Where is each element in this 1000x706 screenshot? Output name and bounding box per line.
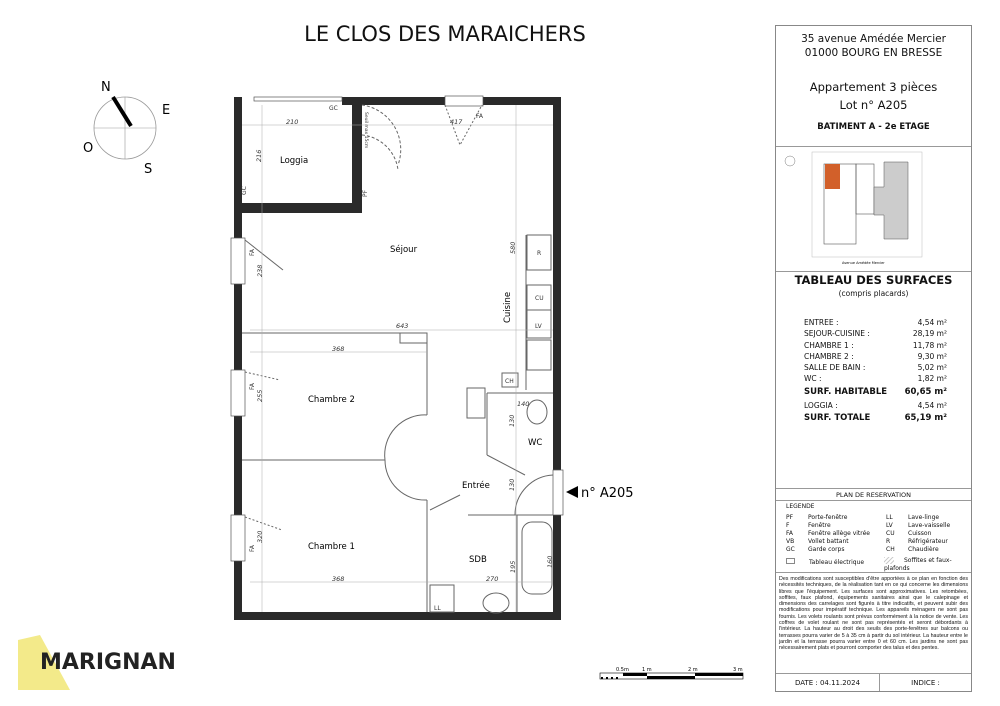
legend-tableau xyxy=(786,558,864,567)
compass-e: E xyxy=(162,103,171,118)
dim-cuisine-height: 580 xyxy=(509,241,517,254)
surface-row xyxy=(804,362,947,373)
legend-code: F xyxy=(786,522,790,529)
dim-ch1-fa: 320 xyxy=(256,530,264,543)
dim-bath: 160 xyxy=(546,555,554,568)
compass-o: O xyxy=(83,141,94,156)
room-label-chambre1: Chambre 1 xyxy=(308,542,355,552)
legend-code: LV xyxy=(886,522,893,529)
tag-lv: LV xyxy=(535,323,542,330)
entry-arrow-icon xyxy=(566,486,578,498)
surface-value: 9,30 m² xyxy=(917,351,947,361)
tag-fa-top: FA xyxy=(476,113,484,120)
legend-text: Fenêtre allège vitrée xyxy=(808,530,870,537)
surface-value: 4,54 m² xyxy=(917,400,947,410)
surfaces-table xyxy=(776,273,971,298)
lot-number: Lot n° A205 xyxy=(839,98,908,112)
tag-fa-ch1: FA xyxy=(249,544,256,552)
building-floor: BATIMENT A - 2e ETAGE xyxy=(817,122,930,132)
dim-ch2-width: 368 xyxy=(332,345,345,353)
electrical-panel-icon xyxy=(786,558,795,564)
key-plan-street: Avenue Amédée Mercier xyxy=(842,261,885,265)
scale-label: 1 m xyxy=(642,667,652,673)
legend-code: CH xyxy=(886,546,895,553)
legend-text: Cuisson xyxy=(908,530,932,537)
room-label-wc: WC xyxy=(528,438,543,448)
disclaimer: Des modifications sont susceptibles d'être apportées à ce plan en fonction des nécessités techniques, de la réalisation tant en ce qui concerne les dimensions libres que l'équipement. Les surfaces sont approximatives. Les retombées, soffites, faux plafond, équipements sanitaires ainsi que le calepinage et dimensions des carrelages sont figurés à titre indicatifs, et peuvent subir des modifications pour impératif technique. Les appareils ménagers ne sont pas fournis. Les volets roulants sont prévus conformément à la notice de vente. Les coffres de volet roulant ne sont pas représentés et seront débordants à l'intérieur. La hauteur au droit des seuils des porte-fenêtres sur balcons ou terrasses pourra varier de 5 à 35 cm à partir du sol intérieur. La hauteur entre le jardin et la terrasse pourra varier entre 0 et 60 cm. Les jardins ne sont pas nécessairement plats et pourront comporter des talus et des pentes. xyxy=(779,576,968,652)
surface-label: SURF. TOTALE xyxy=(804,413,871,424)
room-label-sejour: Séjour xyxy=(390,245,418,255)
legend-text: Lave-linge xyxy=(908,514,940,521)
legend-code: CU xyxy=(886,530,895,537)
legend-code: VB xyxy=(786,538,795,545)
tag-r: R xyxy=(537,250,542,257)
legend-text: Chaudière xyxy=(908,546,939,553)
surfaces-rows xyxy=(804,317,947,426)
room-label-loggia: Loggia xyxy=(280,156,309,166)
tag-pf: PF xyxy=(362,189,369,197)
dim-loggia-height: 216 xyxy=(255,149,263,162)
tag-fa-sejour: FA xyxy=(249,248,256,256)
scale-label: 2 m xyxy=(688,667,698,673)
compass-s: S xyxy=(144,162,153,177)
legend-code: FA xyxy=(786,530,794,537)
legend-text: Fenêtre xyxy=(808,522,831,529)
legend-left xyxy=(786,514,878,554)
page-title: LE CLOS DES MARAICHERS xyxy=(304,22,586,46)
scale-label: 3 m xyxy=(733,667,743,673)
plan-date: DATE : 04.11.2024 xyxy=(776,673,880,691)
surface-row xyxy=(804,340,947,351)
tag-ch: CH xyxy=(505,378,514,385)
legend-text: Vollet battant xyxy=(808,538,849,545)
room-label-sdb: SDB xyxy=(469,555,487,565)
scale-label: 0.5m xyxy=(616,667,629,673)
dimension-lines xyxy=(242,105,553,612)
surface-totale xyxy=(804,411,947,426)
surface-label: SALLE DE BAIN : xyxy=(804,363,866,373)
surfaces-title: TABLEAU DES SURFACES xyxy=(794,273,953,287)
tag-fa-ch2: FA xyxy=(249,382,256,390)
reservation-title: PLAN DE RESERVATION xyxy=(835,491,912,499)
surface-value: 4,54 m² xyxy=(917,318,947,327)
surface-label: SEJOUR-CUISINE : xyxy=(804,329,870,339)
legend-title: LEGENDE xyxy=(786,503,815,510)
surface-label: LOGGIA : xyxy=(804,400,838,410)
surface-value: 28,19 m² xyxy=(912,329,947,339)
surface-value: 65,19 m² xyxy=(904,413,947,424)
tag-ll: LL xyxy=(434,605,441,612)
legend-text: Garde corps xyxy=(808,546,845,553)
dim-ch2-fa: 255 xyxy=(256,389,264,402)
interior-partitions xyxy=(242,105,553,613)
surfaces-subtitle: (compris placards) xyxy=(838,289,909,298)
surface-row xyxy=(804,317,947,328)
surface-label: CHAMBRE 1 : xyxy=(804,340,854,350)
surface-label: CHAMBRE 2 : xyxy=(804,351,854,361)
tag-gc-left: GC xyxy=(241,186,248,195)
tag-gc-top: GC xyxy=(329,105,338,112)
dim-sdb-width: 270 xyxy=(486,575,499,583)
legend-code: LL xyxy=(886,514,893,521)
legend-text: Porte-fenêtre xyxy=(808,514,848,521)
surface-row xyxy=(804,351,947,362)
surface-row xyxy=(804,373,947,384)
dim-wc-height: 130 xyxy=(508,414,516,427)
compass-icon xyxy=(83,80,170,177)
legend-code: GC xyxy=(786,546,795,553)
scale-bar xyxy=(600,667,743,679)
tag-cu: CU xyxy=(535,295,544,302)
legend-right xyxy=(886,514,971,554)
entry-lot-label: n° A205 xyxy=(581,486,634,501)
dim-sdb-height: 195 xyxy=(509,560,517,573)
dim-entree-height: 130 xyxy=(508,478,516,491)
surface-loggia xyxy=(804,400,947,411)
dim-sejour-width: 643 xyxy=(396,322,409,330)
surface-label: SURF. HABITABLE xyxy=(804,386,888,397)
surface-label: WC : xyxy=(804,374,822,384)
address-line2: 01000 BOURG EN BRESSE xyxy=(804,47,943,59)
apartment-type: Appartement 3 pièces xyxy=(809,80,938,94)
legend-code: PF xyxy=(786,514,794,521)
room-label-chambre2: Chambre 2 xyxy=(308,395,355,405)
legend-text: Réfrigérateur xyxy=(908,538,948,545)
dim-sejour-top: 417 xyxy=(450,118,463,126)
walls xyxy=(234,97,561,620)
key-plan xyxy=(776,147,973,272)
compass-n: N xyxy=(101,80,111,95)
room-label-cuisine: Cuisine xyxy=(503,291,513,323)
info-panel xyxy=(775,25,972,692)
apartment-info xyxy=(776,78,971,114)
legend-text: Lave-vaisselle xyxy=(908,522,951,529)
dim-wc-width: 140 xyxy=(517,400,530,408)
legend-text: Tableau électrique xyxy=(809,559,865,566)
room-label-entree: Entrée xyxy=(462,481,490,491)
tag-seuil: Seuil max 15cm xyxy=(363,112,368,149)
surface-value: 11,78 m² xyxy=(912,340,947,350)
dim-ch1-width: 368 xyxy=(332,575,345,583)
surface-value: 1,82 m² xyxy=(917,374,947,384)
surface-value: 5,02 m² xyxy=(917,363,947,373)
surface-row xyxy=(804,328,947,339)
dim-sejour-fa: 238 xyxy=(256,264,264,277)
legend-soffites xyxy=(884,557,971,573)
legend-code: R xyxy=(886,538,891,545)
legend-text: Soffites et faux-plafonds xyxy=(884,557,952,572)
surface-habitable xyxy=(804,385,947,400)
surface-label: ENTREE : xyxy=(804,318,839,327)
brand-name: MARIGNAN xyxy=(40,650,176,675)
hatch-icon xyxy=(884,557,894,564)
surface-value: 60,65 m² xyxy=(904,386,947,397)
address xyxy=(776,32,971,60)
address-line1: 35 avenue Amédée Mercier xyxy=(801,33,946,45)
plan-indice: INDICE : xyxy=(880,673,971,692)
dim-loggia-width: 210 xyxy=(286,118,299,126)
